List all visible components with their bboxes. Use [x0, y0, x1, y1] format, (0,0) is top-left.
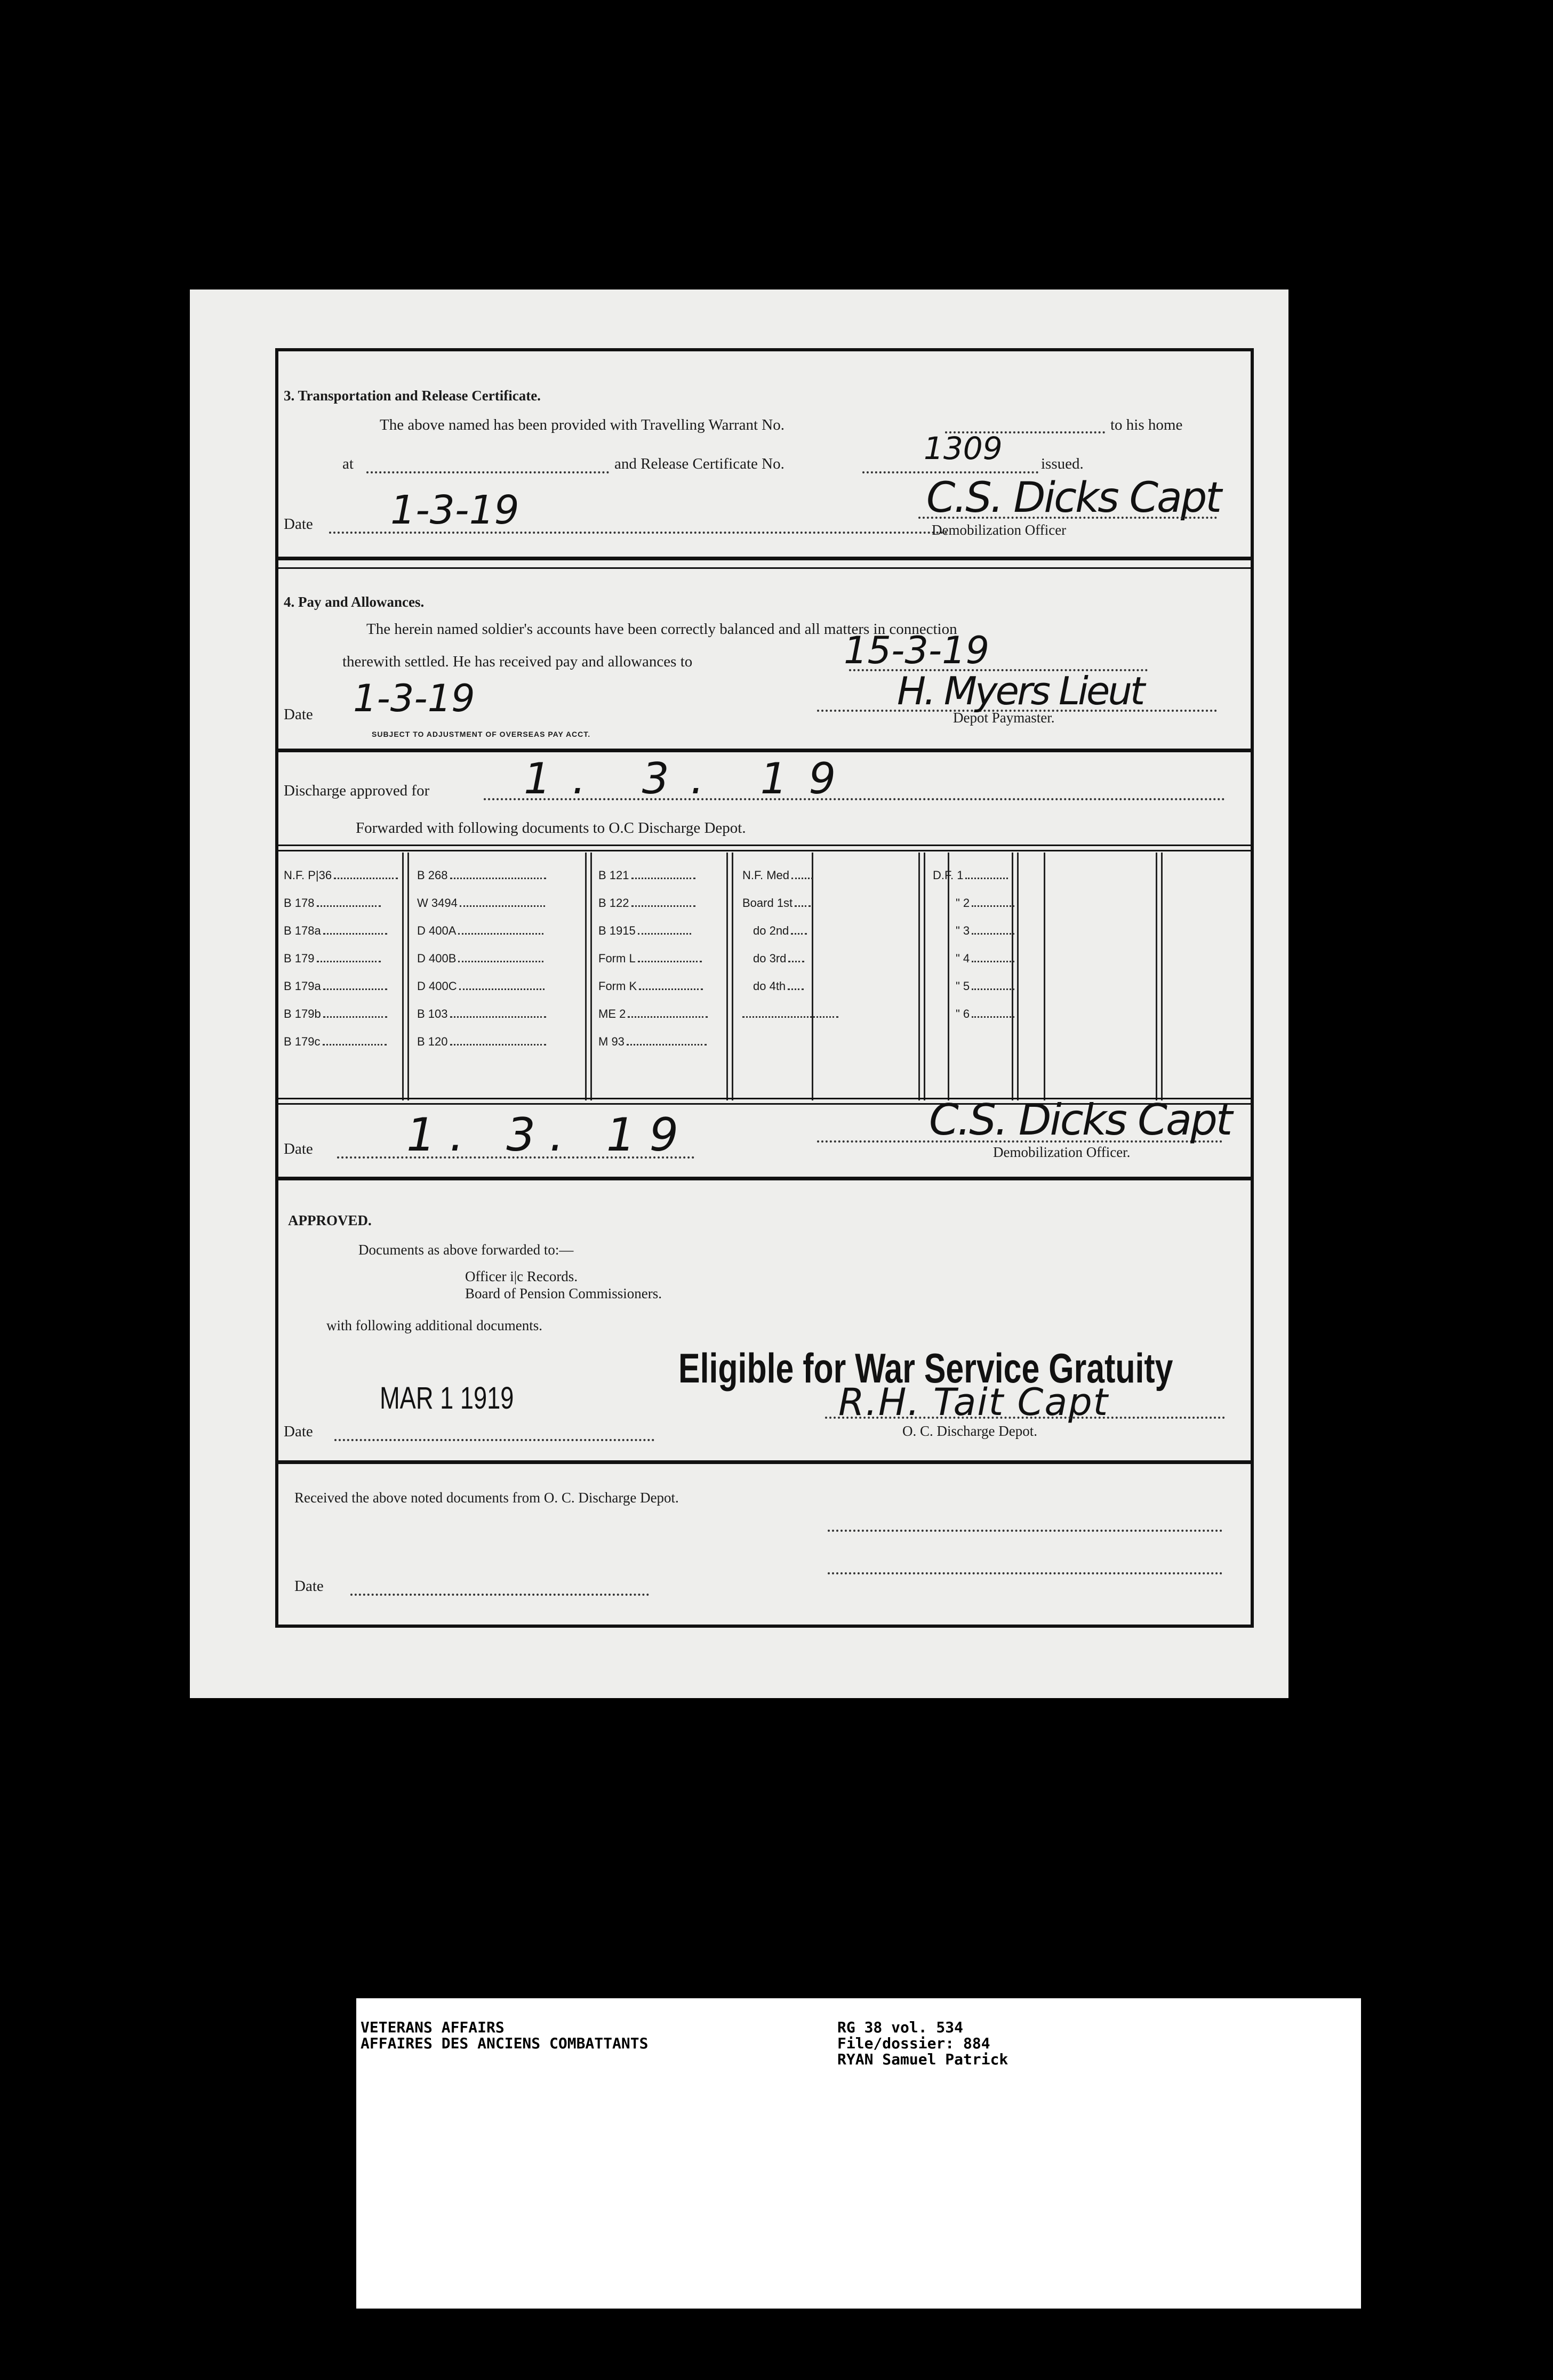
date-stamp: MAR 1 1919 — [380, 1381, 514, 1416]
doc-item: " 2 — [956, 896, 1014, 910]
demob-date-label: Date — [284, 1140, 313, 1157]
doc-item: ME 2 — [598, 1007, 708, 1021]
divider-3 — [278, 1177, 1251, 1180]
doc-item — [742, 1007, 838, 1021]
doc-item: N.F. Med — [742, 869, 813, 882]
grid-top-rule — [278, 845, 1251, 846]
s3-date-handwritten: 1-3-19 — [390, 487, 519, 533]
demob-signature: C.S. Dicks Capt — [929, 1095, 1231, 1145]
received-date-field — [350, 1594, 649, 1596]
s4-date-handwritten: 1-3-19 — [353, 677, 475, 720]
subject-note: SUBJECT TO ADJUSTMENT OF OVERSEAS PAY ACCT. — [372, 730, 591, 738]
approved-date-label: Date — [284, 1423, 313, 1440]
doc-item: B 179 — [284, 952, 381, 966]
to-his-home: to his home — [1110, 416, 1183, 433]
s4-signature: H. Myers Lieut — [897, 669, 1143, 713]
divider-1b — [278, 567, 1251, 569]
doc-item: do 3rd — [753, 952, 804, 966]
doc-item: W 3494 — [417, 896, 545, 910]
s4-date-label: Date — [284, 706, 313, 723]
doc-item: D 400A — [417, 924, 543, 938]
doc-item: B 178a — [284, 924, 387, 938]
s3-signature: C.S. Dicks Capt — [926, 474, 1220, 522]
doc-item: Board 1st — [742, 896, 811, 910]
approved-line-2: Officer i|c Records. — [465, 1268, 578, 1284]
approved-heading: APPROVED. — [288, 1212, 372, 1228]
discharge-approved-label: Discharge approved for — [284, 782, 430, 799]
divider-4 — [278, 1460, 1251, 1464]
doc-item: Form L — [598, 952, 702, 966]
doc-item: " 3 — [956, 924, 1014, 938]
doc-item: " 5 — [956, 979, 1014, 993]
forwarded-line: Forwarded with following documents to O.C Discharge Depot. — [356, 819, 746, 837]
s3-date-label: Date — [284, 516, 313, 533]
doc-item: M 93 — [598, 1035, 707, 1049]
divider-1 — [278, 557, 1251, 560]
release-cert-label: and Release Certificate No. — [614, 455, 784, 472]
certificate-frame — [275, 348, 1254, 1628]
received-sig-field-1 — [828, 1530, 1222, 1532]
doc-item: do 4th — [753, 979, 804, 993]
doc-item: B 179b — [284, 1007, 387, 1021]
grid-top-rule-b — [278, 850, 1251, 851]
demob-date-handwritten: 1. 3. 19 — [406, 1108, 693, 1162]
archive-soldier-name: RYAN Samuel Patrick — [837, 2051, 1008, 2068]
documents-grid — [278, 853, 1251, 1100]
paymaster-title: Depot Paymaster. — [953, 710, 1055, 726]
approved-signature: R.H. Tait Capt — [838, 1380, 1109, 1424]
doc-item: B 1915 — [598, 924, 691, 938]
s3-officer-title: Demobilization Officer — [932, 522, 1067, 538]
doc-item: B 179a — [284, 979, 387, 993]
at-field — [366, 471, 609, 473]
divider-2 — [278, 749, 1251, 752]
travel-warrant-line: The above named has been provided with Travelling Warrant No. — [380, 416, 784, 433]
section3-heading: 3. Transportation and Release Certificate. — [284, 388, 541, 404]
discharge-depot-title: O. C. Discharge Depot. — [902, 1423, 1037, 1439]
doc-item: D.F. 1 — [933, 869, 1008, 882]
issued-label: issued. — [1041, 455, 1084, 472]
cert-no-field — [862, 471, 1038, 473]
pay-line-2: therewith settled. He has received pay and allowances to — [342, 653, 693, 670]
archive-file-number: File/dossier: 884 — [837, 2035, 990, 2052]
received-sig-field-2 — [828, 1572, 1222, 1574]
doc-item: " 6 — [956, 1007, 1014, 1021]
approved-line-3: Board of Pension Commissioners. — [465, 1285, 662, 1301]
at-label: at — [342, 455, 354, 472]
doc-item: B 122 — [598, 896, 695, 910]
archive-rg-volume: RG 38 vol. 534 — [837, 2019, 964, 2036]
doc-item: B 179c — [284, 1035, 387, 1049]
paid-to-handwritten: 15-3-19 — [844, 629, 990, 672]
doc-item: " 4 — [956, 952, 1014, 966]
section4-heading: 4. Pay and Allowances. — [284, 594, 425, 610]
received-line: Received the above noted documents from O. C. Discharge Depot. — [294, 1490, 679, 1506]
gratuity-stamp: Eligible for War Service Gratuity — [678, 1345, 1173, 1392]
discharge-date-handwritten: 1. 3. 19 — [524, 754, 858, 803]
doc-item: B 121 — [598, 869, 695, 882]
doc-item: N.F. P|36 — [284, 869, 398, 882]
pay-line-1: The herein named soldier's accounts have been correctly balanced and all matters in connection — [366, 621, 957, 638]
doc-item: D 400B — [417, 952, 543, 966]
received-date-label: Date — [294, 1578, 324, 1595]
doc-item: B 178 — [284, 896, 381, 910]
doc-item: B 120 — [417, 1035, 546, 1049]
discharge-depot-sig-field — [825, 1417, 1225, 1419]
doc-item: B 103 — [417, 1007, 546, 1021]
archive-dept-en: VETERANS AFFAIRS — [361, 2019, 505, 2036]
doc-item: Form K — [598, 979, 703, 993]
archive-dept-fr: AFFAIRES DES ANCIENS COMBATTANTS — [361, 2035, 649, 2052]
cert-no-handwritten: 1309 — [924, 430, 1003, 467]
doc-item: D 400C — [417, 979, 545, 993]
doc-item: B 268 — [417, 869, 546, 882]
s3-signature-field — [918, 517, 1217, 519]
archive-label — [356, 1998, 1361, 2309]
approved-date-field — [334, 1439, 654, 1441]
demob-officer-title: Demobilization Officer. — [993, 1144, 1131, 1160]
approved-line-1: Documents as above forwarded to:— — [358, 1242, 574, 1258]
doc-item: do 2nd — [753, 924, 807, 938]
document-sheet — [190, 290, 1288, 1698]
approved-line-4: with following additional documents. — [326, 1317, 542, 1333]
